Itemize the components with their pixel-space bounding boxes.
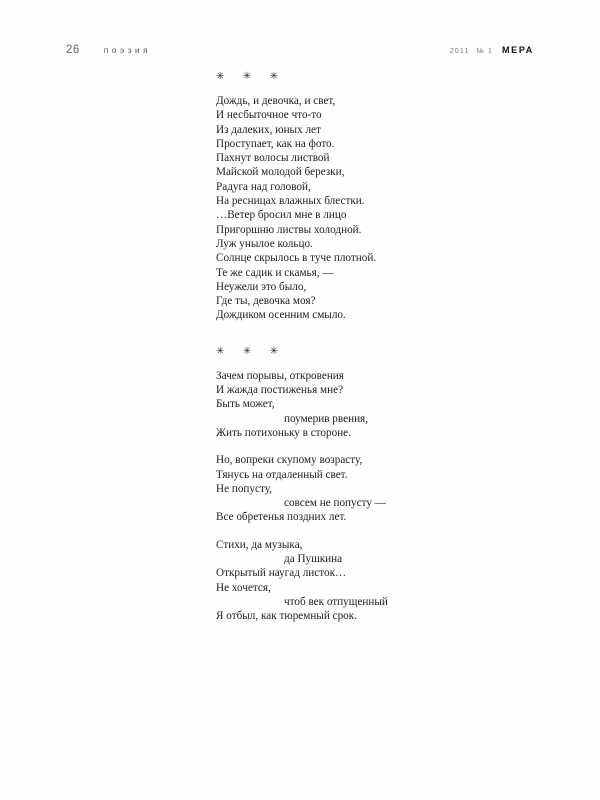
poem-line: да Пушкина: [284, 553, 343, 566]
poem-line: Майской молодой березки,: [216, 166, 345, 179]
journal-title: МЕРА: [501, 45, 534, 55]
poem-line: Из далеких, юных лет: [216, 123, 321, 136]
poem-line: …Ветер бросил мне в лицо: [216, 209, 347, 222]
issue-year: 2011: [449, 48, 470, 55]
poem-line: чтоб век отпущенный: [284, 595, 388, 608]
poem-line: совсем не попусту —: [284, 497, 386, 510]
poem-line: Тянусь на отдаленный свет.: [216, 468, 348, 481]
poem-line: Пригоршню листвы холодной.: [216, 223, 362, 236]
poem-line: Те же садик и скамья, —: [216, 266, 334, 279]
poem-line: И несбыточное что-то: [216, 109, 322, 122]
poem-line: Где ты, девочка моя?: [216, 295, 316, 308]
issue-number: № 1: [476, 48, 493, 55]
poem-body: [216, 369, 546, 624]
running-head-right: [450, 45, 534, 55]
poem-line: Дождь, и девочка, и свет,: [216, 95, 336, 107]
stanza: [216, 453, 546, 524]
stanza: [216, 94, 546, 323]
poem-line: Но, вопреки скупому возрасту,: [216, 454, 363, 467]
poem-line: Солнце скрылось в туче плотной.: [216, 252, 377, 265]
poem-line: Быть может,: [216, 398, 275, 411]
poem-line: Луж унылое кольцо.: [216, 237, 313, 250]
page-number: 26: [66, 44, 80, 56]
stanza: [216, 369, 546, 440]
poem-line: Жить потихоньку в стороне.: [216, 426, 351, 439]
poem-line: Стихи, да музыка,: [216, 538, 303, 551]
running-head-left: [66, 44, 151, 56]
poem-line: Не хочется,: [216, 581, 271, 594]
asterism-divider: ✳ ✳ ✳: [216, 71, 287, 82]
poem-line: И жажда постиженья мне?: [216, 384, 344, 397]
poem-line: Дождиком осенним смыло.: [216, 309, 346, 322]
section-title: поэзия: [103, 45, 152, 55]
stanza: [216, 538, 546, 624]
asterism-divider: ✳ ✳ ✳: [216, 345, 287, 357]
poem-line: Неужели это было,: [216, 280, 307, 293]
poem-line: Радуга над головой,: [216, 180, 311, 193]
poem-line: Зачем порывы, откровения: [216, 369, 344, 382]
poem-line: поумерив рвения,: [284, 412, 368, 425]
poem-line: На ресницах влажных блестки.: [216, 195, 365, 208]
poem-column: [216, 70, 546, 624]
poem-line: Пахнут волосы листвой: [216, 152, 330, 165]
poem-line: Все обретенья поздних лет.: [216, 511, 347, 524]
poem-line: Я отбыл, как тюремный срок.: [216, 610, 358, 623]
poem-body: [216, 94, 546, 323]
poem-line: Проступает, как на фото.: [216, 137, 335, 150]
poem: [216, 70, 546, 323]
poem-line: Открытый наугад листок…: [216, 567, 347, 580]
poem: [216, 345, 546, 624]
poem-line: Не попусту,: [216, 482, 272, 495]
running-head: [66, 44, 534, 64]
